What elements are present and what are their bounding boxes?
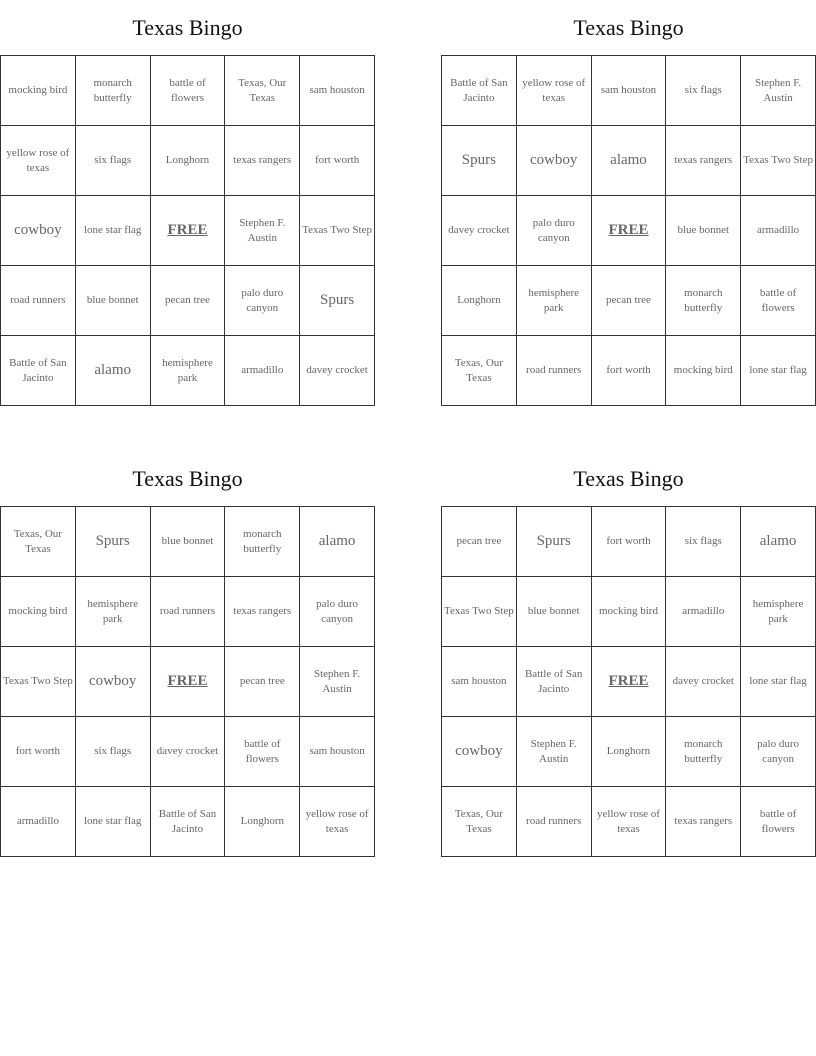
bingo-cell: palo duro canyon xyxy=(225,266,300,336)
bingo-cell: pecan tree xyxy=(225,647,300,717)
bingo-cell: Battle of San Jacinto xyxy=(517,647,592,717)
bingo-card-3 xyxy=(0,451,375,857)
free-space-cell: FREE xyxy=(592,196,667,266)
bingo-cell: lone star flag xyxy=(76,787,151,857)
bingo-cell: palo duro canyon xyxy=(741,717,816,787)
bingo-cell: Spurs xyxy=(517,507,592,577)
bingo-cell: hemisphere park xyxy=(517,266,592,336)
bingo-cell: monarch butterfly xyxy=(666,717,741,787)
bingo-cell: mocking bird xyxy=(592,577,667,647)
card-title: Texas Bingo xyxy=(573,15,684,40)
bingo-cell: Stephen F. Austin xyxy=(300,647,375,717)
bingo-cell: Texas Two Step xyxy=(442,577,517,647)
bingo-cell: blue bonnet xyxy=(517,577,592,647)
bingo-cell: Longhorn xyxy=(442,266,517,336)
bingo-cell: Longhorn xyxy=(151,126,226,196)
bingo-cell: pecan tree xyxy=(592,266,667,336)
bingo-cell: mocking bird xyxy=(1,56,76,126)
bingo-cell: texas rangers xyxy=(225,126,300,196)
bingo-cell: yellow rose of texas xyxy=(300,787,375,857)
bingo-cell: Texas, Our Texas xyxy=(225,56,300,126)
bingo-cell: Texas Two Step xyxy=(300,196,375,266)
bingo-cell: palo duro canyon xyxy=(517,196,592,266)
bingo-grid xyxy=(441,55,816,406)
bingo-cell: Texas Two Step xyxy=(741,126,816,196)
bingo-cell: lone star flag xyxy=(741,336,816,406)
bingo-cell: six flags xyxy=(76,717,151,787)
bingo-cell: battle of flowers xyxy=(741,266,816,336)
bingo-grid xyxy=(0,55,375,406)
bingo-card-4 xyxy=(441,451,816,857)
bingo-grid xyxy=(441,506,816,857)
bingo-cell: pecan tree xyxy=(151,266,226,336)
bingo-cell: armadillo xyxy=(741,196,816,266)
bingo-cell: mocking bird xyxy=(1,577,76,647)
bingo-cell: lone star flag xyxy=(76,196,151,266)
bingo-cell: road runners xyxy=(517,336,592,406)
bingo-cell: fort worth xyxy=(592,507,667,577)
bingo-cell: cowboy xyxy=(442,717,517,787)
bingo-cell: cowboy xyxy=(76,647,151,717)
bingo-cell: yellow rose of texas xyxy=(592,787,667,857)
bingo-cell: blue bonnet xyxy=(666,196,741,266)
bingo-cell: davey crocket xyxy=(300,336,375,406)
card-title: Texas Bingo xyxy=(132,466,243,491)
bingo-cell: road runners xyxy=(1,266,76,336)
bingo-cell: road runners xyxy=(517,787,592,857)
bingo-cell: sam houston xyxy=(592,56,667,126)
free-space-cell: FREE xyxy=(151,196,226,266)
bingo-cell: alamo xyxy=(76,336,151,406)
bingo-cell: alamo xyxy=(300,507,375,577)
card-title: Texas Bingo xyxy=(573,466,684,491)
bingo-grid xyxy=(0,506,375,857)
bingo-cell: fort worth xyxy=(1,717,76,787)
bingo-cell: Texas, Our Texas xyxy=(442,787,517,857)
bingo-cell: hemisphere park xyxy=(741,577,816,647)
bingo-cell: Battle of San Jacinto xyxy=(1,336,76,406)
bingo-cell: davey crocket xyxy=(442,196,517,266)
bingo-cell: cowboy xyxy=(517,126,592,196)
free-space-cell: FREE xyxy=(592,647,667,717)
bingo-cell: fort worth xyxy=(592,336,667,406)
bingo-cell: fort worth xyxy=(300,126,375,196)
bingo-cell: Battle of San Jacinto xyxy=(442,56,517,126)
free-space-cell: FREE xyxy=(151,647,226,717)
bingo-cell: cowboy xyxy=(1,196,76,266)
bingo-cell: hemisphere park xyxy=(151,336,226,406)
bingo-cell: alamo xyxy=(592,126,667,196)
bingo-cell: mocking bird xyxy=(666,336,741,406)
bingo-cell: Stephen F. Austin xyxy=(741,56,816,126)
bingo-cell: Texas Two Step xyxy=(1,647,76,717)
bingo-cell: six flags xyxy=(76,126,151,196)
bingo-cell: monarch butterfly xyxy=(225,507,300,577)
bingo-cell: blue bonnet xyxy=(151,507,226,577)
bingo-cell: sam houston xyxy=(300,56,375,126)
bingo-cell: davey crocket xyxy=(666,647,741,717)
bingo-cell: armadillo xyxy=(225,336,300,406)
bingo-cell: davey crocket xyxy=(151,717,226,787)
bingo-cell: palo duro canyon xyxy=(300,577,375,647)
bingo-cell: blue bonnet xyxy=(76,266,151,336)
bingo-cell: monarch butterfly xyxy=(76,56,151,126)
bingo-cell: alamo xyxy=(741,507,816,577)
bingo-cell: texas rangers xyxy=(666,787,741,857)
bingo-cell: battle of flowers xyxy=(741,787,816,857)
bingo-cell: texas rangers xyxy=(225,577,300,647)
card-title: Texas Bingo xyxy=(132,15,243,40)
bingo-cell: armadillo xyxy=(1,787,76,857)
bingo-cell: hemisphere park xyxy=(76,577,151,647)
bingo-cell: sam houston xyxy=(300,717,375,787)
bingo-card-1 xyxy=(0,0,375,406)
bingo-cell: Texas, Our Texas xyxy=(1,507,76,577)
bingo-cell: Longhorn xyxy=(225,787,300,857)
bingo-cell: Stephen F. Austin xyxy=(517,717,592,787)
bingo-cell: Spurs xyxy=(76,507,151,577)
bingo-cell: Spurs xyxy=(442,126,517,196)
bingo-cell: lone star flag xyxy=(741,647,816,717)
bingo-cell: battle of flowers xyxy=(225,717,300,787)
bingo-cell: battle of flowers xyxy=(151,56,226,126)
bingo-cell: Spurs xyxy=(300,266,375,336)
bingo-cell: pecan tree xyxy=(442,507,517,577)
bingo-cell: monarch butterfly xyxy=(666,266,741,336)
bingo-card-2 xyxy=(441,0,816,406)
bingo-cell: Longhorn xyxy=(592,717,667,787)
bingo-cell: Texas, Our Texas xyxy=(442,336,517,406)
bingo-cell: Stephen F. Austin xyxy=(225,196,300,266)
bingo-cell: road runners xyxy=(151,577,226,647)
bingo-cell: yellow rose of texas xyxy=(517,56,592,126)
bingo-cell: six flags xyxy=(666,507,741,577)
bingo-cell: six flags xyxy=(666,56,741,126)
bingo-cell: texas rangers xyxy=(666,126,741,196)
bingo-cell: armadillo xyxy=(666,577,741,647)
bingo-cell: yellow rose of texas xyxy=(1,126,76,196)
bingo-cell: sam houston xyxy=(442,647,517,717)
bingo-cell: Battle of San Jacinto xyxy=(151,787,226,857)
